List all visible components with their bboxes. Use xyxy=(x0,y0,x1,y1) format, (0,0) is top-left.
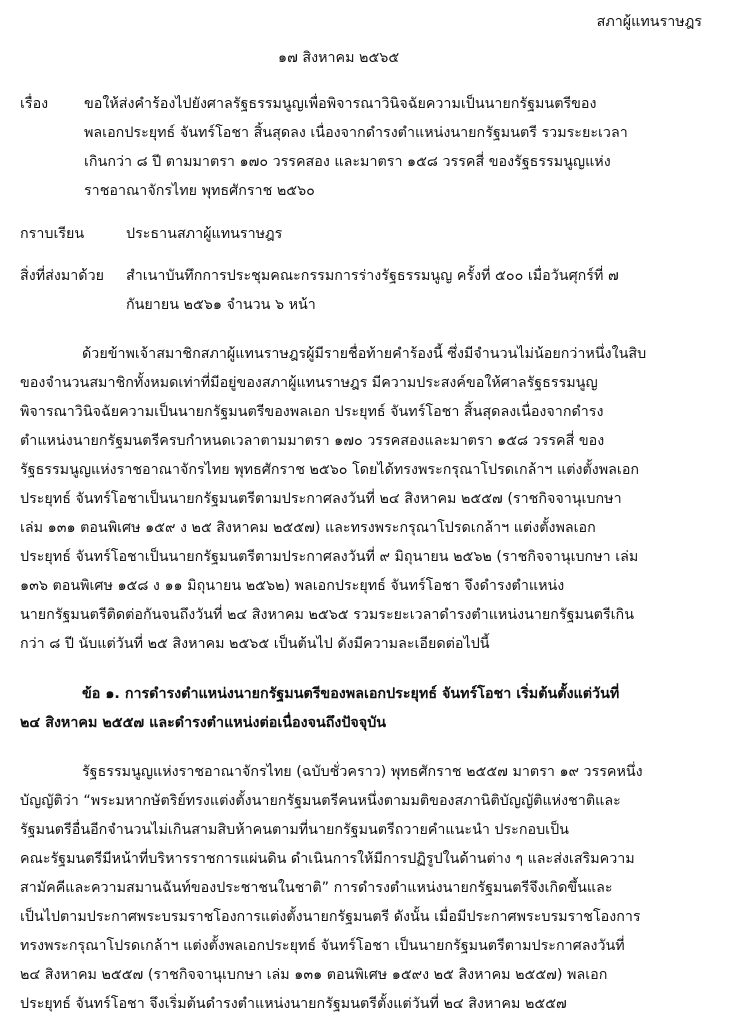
paragraph-line: ตำแหน่งนายกรัฐมนตรีครบกำหนดเวลาตามมาตรา ๑๗๐ วรรคสองและมาตรา ๑๕๘ วรรคสี่ ของ xyxy=(20,433,605,449)
section-line: คณะรัฐมนตรีมีหน้าที่บริหารราชการแผ่นดิน ดำเนินการให้มีการปฏิรูปในด้านต่าง ๆ และส่งเสริมความ xyxy=(20,851,635,867)
enclosure-text xyxy=(126,262,726,320)
paragraph-line: ของจำนวนสมาชิกทั้งหมดเท่าที่มีอยู่ของสภาผู้แทนราษฎร มีความประสงค์ขอให้ศาลรัฐธรรมนูญ xyxy=(20,375,598,391)
recipient-section xyxy=(20,220,720,250)
section-line: บัญญัติว่า “พระมหากษัตริย์ทรงแต่งตั้งนายกรัฐมนตรีคนหนึ่งตามมติของสภานิติบัญญัติแห่งชาติและ xyxy=(20,793,621,809)
enclosure-section xyxy=(20,262,720,322)
paragraph-line: รัฐธรรมนูญแห่งราชอาณาจักรไทย พุทธศักราช ๒๕๖๐ โดยได้ทรงพระกรุณาโปรดเกล้าฯ แต่งตั้งพลเอก xyxy=(20,462,640,478)
section-line: ทรงพระกรุณาโปรดเกล้าฯ แต่งตั้งพลเอกประยุทธ์ จันทร์โอชา เป็นนายกรัฐมนตรีตามประกาศลงวันที่ xyxy=(20,938,625,954)
subject-label: เรื่อง xyxy=(20,96,49,112)
section-1-heading xyxy=(20,680,714,738)
paragraph-line: ด้วยข้าพเจ้าสมาชิกสภาผู้แทนราษฎรผู้มีรายชื่อท้ายคำร้องนี้ ซึ่งมีจำนวนไม่น้อยกว่าหนึ่งในสิบ xyxy=(82,346,647,362)
section-line: รัฐมนตรีอื่นอีกจำนวนไม่เกินสามสิบห้าคนตามที่นายกรัฐมนตรีถวายคำแนะนำ ประกอบเป็น xyxy=(20,822,569,838)
subject-line: ราชอาณาจักรไทย พุทธศักราช ๒๕๖๐ xyxy=(84,183,315,199)
paragraph-line: เล่ม ๑๓๑ ตอนพิเศษ ๑๕๙ ง ๒๕ สิงหาคม ๒๕๕๗) และทรงพระกรุณาโปรดเกล้าฯ แต่งตั้งพลเอก xyxy=(20,520,596,536)
section-1-body xyxy=(20,758,714,1019)
paragraph-line: ประยุทธ์ จันทร์โอชาเป็นนายกรัฐมนตรีตามประกาศลงวันที่ ๙ มิถุนายน ๒๕๖๒ (ราชกิจจานุเบกษา เล่ม xyxy=(20,549,639,565)
paragraph-line: นายกรัฐมนตรีติดต่อกันจนถึงวันที่ ๒๔ สิงหาคม ๒๕๖๕ รวมระยะเวลาดำรงตำแหน่งนายกรัฐมนตรีเกิน xyxy=(20,607,634,623)
recipient-value: ประธานสภาผู้แทนราษฎร xyxy=(126,226,283,242)
subject-section xyxy=(20,90,720,210)
section-line: ๒๔ สิงหาคม ๒๕๕๗ (ราชกิจจานุเบกษา เล่ม ๑๓๑ ตอนพิเศษ ๑๕๙ง ๒๕ สิงหาคม ๒๕๕๗) พลเอก xyxy=(20,967,608,983)
paragraph-line: พิจารณาวินิจฉัยความเป็นนายกรัฐมนตรีของพลเอก ประยุทธ์ จันทร์โอชา สิ้นสุดลงเนื่องจากดำรง xyxy=(20,404,604,420)
heading-line: ๒๔ สิงหาคม ๒๕๕๗ และดำรงตำแหน่งต่อเนื่องจนถึงปัจจุบัน xyxy=(20,715,387,731)
subject-text xyxy=(84,90,724,206)
subject-line: เกินกว่า ๘ ปี ตามมาตรา ๑๗๐ วรรคสอง และมาตรา ๑๕๘ วรรคสี่ ของรัฐธรรมนูญแห่ง xyxy=(84,154,611,170)
paragraph-line: ประยุทธ์ จันทร์โอชาเป็นนายกรัฐมนตรีตามประกาศลงวันที่ ๒๔ สิงหาคม ๒๕๕๗ (ราชกิจจานุเบกษา xyxy=(20,491,622,507)
organization-name: สภาผู้แทนราษฎร xyxy=(596,14,702,30)
section-line: เป็นไปตามประกาศพระบรมราชโองการแต่งตั้งนายกรัฐมนตรี ดังนั้น เมื่อมีประกาศพระบรมราชโองการ xyxy=(20,909,641,925)
paragraph-line: ๑๓๖ ตอนพิเศษ ๑๕๘ ง ๑๑ มิถุนายน ๒๕๖๒) พลเอกประยุทธ์ จันทร์โอชา จึงดำรงตำแหน่ง xyxy=(20,578,565,594)
recipient-label: กราบเรียน xyxy=(20,226,85,242)
enclosure-line: สำเนาบันทึกการประชุมคณะกรรมการร่างรัฐธรรมนูญ ครั้งที่ ๕๐๐ เมื่อวันศุกร์ที่ ๗ xyxy=(126,268,619,284)
document-date: ๑๗ สิงหาคม ๒๕๖๕ xyxy=(278,50,400,66)
enclosure-line: กันยายน ๒๕๖๑ จำนวน ๖ หน้า xyxy=(126,297,316,313)
section-line: รัฐธรรมนูญแห่งราชอาณาจักรไทย (ฉบับชั่วคราว) พุทธศักราช ๒๕๕๗ มาตรา ๑๙ วรรคหนึ่ง xyxy=(82,764,643,780)
section-line: ประยุทธ์ จันทร์โอชา จึงเริ่มต้นดำรงตำแหน่งนายกรัฐมนตรีตั้งแต่วันที่ ๒๔ สิงหาคม ๒๕๕๗ xyxy=(20,996,567,1012)
subject-line: พลเอกประยุทธ์ จันทร์โอชา สิ้นสุดลง เนื่องจากดำรงตำแหน่งนายกรัฐมนตรี รวมระยะเวลา xyxy=(84,125,628,141)
body-paragraph xyxy=(20,340,714,659)
heading-line: ข้อ ๑. การดำรงตำแหน่งนายกรัฐมนตรีของพลเอกประยุทธ์ จันทร์โอชา เริ่มต้นตั้งแต่วันที่ xyxy=(82,686,620,702)
subject-line: ขอให้ส่งคำร้องไปยังศาลรัฐธรรมนูญเพื่อพิจารณาวินิจฉัยความเป็นนายกรัฐมนตรีของ xyxy=(84,96,597,112)
paragraph-line: กว่า ๘ ปี นับแต่วันที่ ๒๕ สิงหาคม ๒๕๖๕ เป็นต้นไป ดังมีความละเอียดต่อไปนี้ xyxy=(20,636,490,652)
enclosure-label: สิ่งที่ส่งมาด้วย xyxy=(20,268,104,284)
section-line: สามัคคีและความสมานฉันท์ของประชาชนในชาติ” การดำรงตำแหน่งนายกรัฐมนตรีจึงเกิดขึ้นและ xyxy=(20,880,613,896)
